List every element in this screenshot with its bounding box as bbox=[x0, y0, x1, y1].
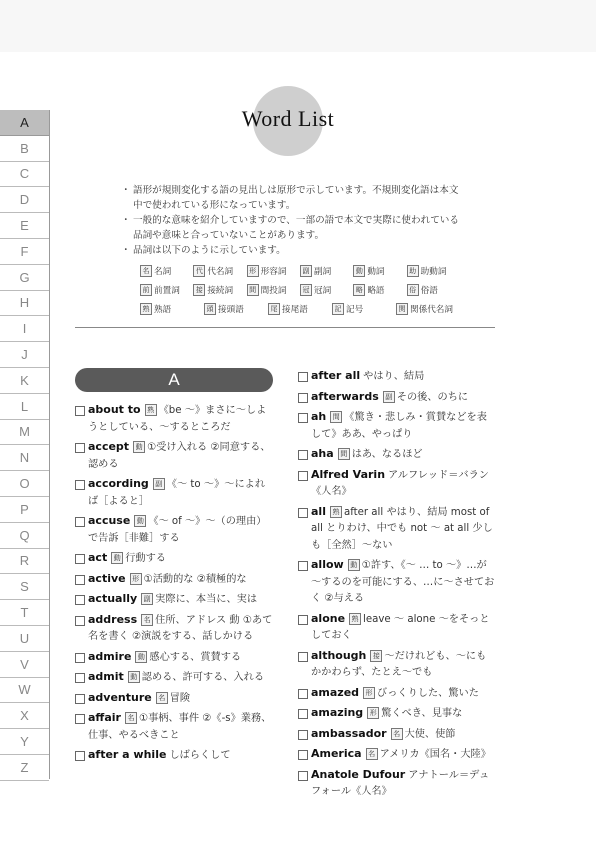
checkbox[interactable] bbox=[298, 730, 308, 740]
pos-label: 副詞 bbox=[313, 267, 332, 277]
headword: active bbox=[88, 571, 126, 585]
checkbox[interactable] bbox=[298, 750, 308, 760]
tab-w[interactable]: W bbox=[0, 678, 49, 704]
checkbox[interactable] bbox=[75, 554, 85, 564]
checkbox[interactable] bbox=[298, 450, 308, 460]
checkbox[interactable] bbox=[75, 673, 85, 683]
tab-b[interactable]: B bbox=[0, 136, 49, 162]
checkbox[interactable] bbox=[75, 443, 85, 453]
checkbox[interactable] bbox=[298, 615, 308, 625]
definition: 大使、使節 bbox=[404, 728, 456, 740]
pos-item bbox=[353, 265, 406, 277]
tab-f[interactable]: F bbox=[0, 239, 49, 265]
tab-t[interactable]: T bbox=[0, 600, 49, 626]
definition: やはり、結局 bbox=[363, 371, 425, 382]
headword: adventure bbox=[88, 690, 152, 704]
pos-box: 接 bbox=[193, 284, 205, 296]
headword: admire bbox=[88, 649, 132, 663]
index-tabs bbox=[0, 110, 49, 781]
tab-d[interactable]: D bbox=[0, 187, 49, 213]
headword: ambassador bbox=[311, 726, 387, 740]
pos-badge: 動 bbox=[111, 552, 123, 564]
headword: Anatole Dufour bbox=[311, 767, 406, 781]
word-entry bbox=[298, 368, 496, 386]
tab-a[interactable]: A bbox=[0, 110, 49, 136]
checkbox[interactable] bbox=[298, 471, 308, 481]
headword: ah bbox=[311, 410, 327, 423]
headword: amazed bbox=[311, 685, 360, 699]
headword: although bbox=[311, 648, 367, 662]
headword: affair bbox=[88, 711, 121, 724]
pos-label: 名詞 bbox=[154, 267, 172, 277]
pos-badge: 動 bbox=[134, 515, 146, 527]
headword: alone bbox=[311, 611, 346, 625]
definition: after all やはり、結局 most of all とりわけ、中でも not ～ at all 少しも［全然］～ない bbox=[311, 506, 493, 551]
checkbox[interactable] bbox=[75, 653, 85, 663]
pos-item bbox=[140, 265, 193, 277]
checkbox[interactable] bbox=[75, 616, 85, 626]
pos-label: 接頭語 bbox=[218, 305, 244, 315]
pos-label: 形容詞 bbox=[260, 267, 287, 277]
headword: actually bbox=[88, 592, 138, 605]
pos-box: 形 bbox=[247, 265, 259, 277]
pos-badge: 熟 bbox=[145, 404, 157, 416]
headword: accept bbox=[88, 440, 130, 453]
word-entry bbox=[75, 612, 273, 646]
word-entry bbox=[75, 669, 273, 687]
tab-j[interactable]: J bbox=[0, 342, 49, 368]
definition: 感心する、賞賛する bbox=[149, 651, 242, 663]
pos-item bbox=[332, 303, 396, 315]
word-entry bbox=[75, 690, 273, 708]
pos-badge: 名 bbox=[156, 692, 168, 704]
pos-badge: 動 bbox=[133, 441, 145, 453]
pos-label: 冠詞 bbox=[313, 286, 332, 296]
definition: ①事柄、事件 ②《-s》業務、仕事、やるべきこと bbox=[88, 713, 272, 741]
headword: aha bbox=[311, 447, 334, 460]
definition: 認める、許可する、入れる bbox=[141, 672, 265, 683]
definition: アナトール＝デュフォール《人名》 bbox=[311, 769, 490, 797]
pos-box: 代 bbox=[193, 265, 205, 277]
note-item: ・ 一般的な意味を紹介していますので、一部の語で本文で実際に使われている品詞や意味と合っていないことがあります。 bbox=[124, 213, 464, 243]
definition: ①活動的な ②積極的な bbox=[143, 573, 247, 585]
tab-k[interactable]: K bbox=[0, 368, 49, 394]
tab-i[interactable]: I bbox=[0, 316, 49, 342]
pos-label: 記号 bbox=[346, 305, 364, 315]
pos-box: 記 bbox=[332, 303, 344, 315]
definition: 住所、アドレス 動 ①あて名を書く ②演説をする、話しかける bbox=[88, 614, 273, 642]
right-column bbox=[298, 368, 496, 804]
pos-badge: 接 bbox=[370, 650, 382, 662]
pos-item bbox=[300, 265, 353, 277]
word-entry bbox=[298, 767, 496, 801]
word-entry bbox=[75, 550, 273, 568]
pos-row bbox=[140, 284, 460, 296]
pos-label: 略語 bbox=[367, 286, 385, 296]
tab-y[interactable]: Y bbox=[0, 729, 49, 755]
tab-c[interactable]: C bbox=[0, 162, 49, 188]
headword: accuse bbox=[88, 514, 131, 527]
headword: allow bbox=[311, 558, 344, 571]
pos-box: 助 bbox=[407, 265, 419, 277]
tab-s[interactable]: S bbox=[0, 574, 49, 600]
pos-box: 前 bbox=[140, 284, 152, 296]
word-entry bbox=[298, 446, 496, 464]
definition: はあ、なるほど bbox=[351, 449, 423, 460]
definition: 《～ of ～》～（の理由）で告訴［非難］する bbox=[88, 516, 267, 544]
pos-badge: 形 bbox=[130, 573, 142, 585]
pos-item bbox=[407, 265, 460, 277]
pos-label: 間投詞 bbox=[260, 286, 287, 296]
pos-badge: 熟 bbox=[349, 613, 361, 625]
tab-o[interactable]: O bbox=[0, 471, 49, 497]
word-entry bbox=[75, 571, 273, 589]
pos-label: 接続詞 bbox=[207, 286, 234, 296]
checkbox[interactable] bbox=[298, 652, 308, 662]
tab-p[interactable]: P bbox=[0, 497, 49, 523]
pos-box: 尾 bbox=[268, 303, 280, 315]
word-entry bbox=[75, 747, 273, 765]
definition: アメリカ《国名・大陸》 bbox=[379, 749, 491, 760]
definition: 驚くべき、見事な bbox=[381, 708, 463, 719]
tab-l[interactable]: L bbox=[0, 394, 49, 420]
checkbox[interactable] bbox=[75, 575, 85, 585]
pos-item bbox=[396, 303, 460, 315]
pos-box: 関 bbox=[396, 303, 408, 315]
word-entry bbox=[298, 685, 496, 703]
pos-item bbox=[140, 303, 204, 315]
word-entry bbox=[75, 439, 273, 473]
pos-badge: 副 bbox=[153, 478, 165, 490]
page-title: Word List bbox=[241, 106, 335, 131]
definition: 《be ～》まさに～しようとしている、～するところだ bbox=[88, 405, 267, 433]
pos-label: 前置詞 bbox=[154, 286, 180, 296]
definition: 実際に、本当に、実は bbox=[155, 594, 258, 605]
pos-badge: 熟 bbox=[330, 506, 342, 518]
pos-badge: 名 bbox=[125, 712, 137, 724]
word-entry bbox=[298, 389, 496, 407]
definition: 《～ to ～》～によれば［よると］ bbox=[88, 479, 265, 507]
pos-box: 間 bbox=[247, 284, 259, 296]
pos-item bbox=[353, 284, 406, 296]
tab-n[interactable]: N bbox=[0, 445, 49, 471]
pos-label: 助動詞 bbox=[420, 267, 447, 277]
pos-badge: 動 bbox=[128, 671, 140, 683]
pos-label: 接尾語 bbox=[282, 305, 308, 315]
tab-z[interactable]: Z bbox=[0, 755, 49, 781]
word-entry bbox=[298, 705, 496, 723]
word-entry bbox=[298, 557, 496, 608]
pos-badge: 間 bbox=[338, 448, 350, 460]
definition: ～だけれども、～にもかかわらず、たとえ～でも bbox=[311, 650, 487, 678]
checkbox[interactable] bbox=[75, 480, 85, 490]
tab-h[interactable]: H bbox=[0, 291, 49, 317]
definition: その後、のちに bbox=[396, 391, 469, 403]
definition: ①許す、《～ … to ～》…が～するのを可能にする、…に～させておく ②与える bbox=[311, 560, 495, 604]
word-entry bbox=[298, 648, 496, 682]
pos-item bbox=[407, 284, 460, 296]
tab-r[interactable]: R bbox=[0, 549, 49, 575]
headword: address bbox=[88, 612, 138, 626]
entry-list bbox=[75, 402, 273, 765]
pos-item bbox=[247, 265, 300, 277]
word-entry bbox=[298, 726, 496, 744]
pos-badge: 名 bbox=[391, 728, 403, 740]
checkbox[interactable] bbox=[75, 406, 85, 416]
definition: アルフレッド＝バラン《人名》 bbox=[311, 469, 489, 497]
headword: act bbox=[88, 551, 108, 564]
pos-badge: 動 bbox=[135, 651, 147, 663]
pos-item bbox=[193, 265, 246, 277]
tab-x[interactable]: X bbox=[0, 703, 49, 729]
pos-label: 関係代名詞 bbox=[410, 305, 453, 315]
tab-v[interactable]: V bbox=[0, 652, 49, 678]
pos-badge: 副 bbox=[141, 593, 153, 605]
left-column bbox=[75, 368, 273, 768]
pos-label: 俗語 bbox=[420, 286, 438, 296]
headword: amazing bbox=[311, 706, 364, 719]
word-entry bbox=[75, 710, 273, 744]
tab-q[interactable]: Q bbox=[0, 523, 49, 549]
divider bbox=[75, 327, 495, 328]
definition: びっくりした、驚いた bbox=[377, 687, 479, 699]
tab-u[interactable]: U bbox=[0, 626, 49, 652]
definition: 冒険 bbox=[169, 692, 191, 704]
pos-box: 略 bbox=[353, 284, 365, 296]
headword: about to bbox=[88, 403, 141, 416]
pos-badge: 形 bbox=[367, 707, 379, 719]
checkbox[interactable] bbox=[75, 694, 85, 704]
pos-badge: 名 bbox=[141, 614, 153, 626]
notes bbox=[124, 183, 464, 258]
tab-g[interactable]: G bbox=[0, 265, 49, 291]
checkbox[interactable] bbox=[298, 561, 308, 571]
pos-badge: 名 bbox=[366, 748, 378, 760]
checkbox[interactable] bbox=[75, 751, 85, 761]
checkbox[interactable] bbox=[298, 771, 308, 781]
headword: according bbox=[88, 477, 149, 490]
pos-label: 熟語 bbox=[154, 305, 172, 315]
section-header: A bbox=[75, 368, 273, 392]
tab-m[interactable]: M bbox=[0, 420, 49, 446]
pos-box: 名 bbox=[140, 265, 152, 277]
pos-box: 冠 bbox=[300, 284, 312, 296]
word-entry bbox=[75, 649, 273, 667]
pos-row bbox=[140, 303, 460, 315]
definition: leave ～ alone ～をそっとしておく bbox=[311, 613, 490, 641]
definition: しばらくして bbox=[169, 750, 231, 761]
pos-item bbox=[268, 303, 332, 315]
checkbox[interactable] bbox=[298, 508, 308, 518]
pos-item bbox=[193, 284, 246, 296]
pos-item bbox=[204, 303, 268, 315]
definition: ①受け入れる ②同意する、認める bbox=[88, 442, 271, 470]
tab-rail bbox=[49, 110, 50, 779]
word-entry bbox=[298, 409, 496, 443]
headword: admit bbox=[88, 670, 124, 683]
pos-legend bbox=[140, 265, 460, 322]
word-entry bbox=[298, 467, 496, 501]
headword: after all bbox=[311, 369, 361, 382]
checkbox[interactable] bbox=[75, 595, 85, 605]
note-item: ・ 品詞は以下のように示しています。 bbox=[124, 243, 464, 258]
pos-item bbox=[247, 284, 300, 296]
note-item: ・ 語形が規則変化する語の見出しは原形で示しています。不規則変化語は本文中で使われている形になっています。 bbox=[124, 183, 464, 213]
checkbox[interactable] bbox=[298, 413, 308, 423]
pos-badge: 副 bbox=[383, 391, 395, 403]
definition: 《驚き・悲しみ・賞賛などを表して》ああ、やっぱり bbox=[311, 412, 487, 440]
checkbox[interactable] bbox=[75, 714, 85, 724]
headword: America bbox=[311, 747, 362, 760]
headword: after a while bbox=[88, 748, 167, 761]
word-entry bbox=[75, 402, 273, 436]
word-entry bbox=[298, 504, 496, 555]
pos-badge: 間 bbox=[330, 411, 342, 423]
pos-badge: 動 bbox=[348, 559, 360, 571]
checkbox[interactable] bbox=[298, 709, 308, 719]
tab-e[interactable]: E bbox=[0, 213, 49, 239]
checkbox[interactable] bbox=[75, 517, 85, 527]
word-entry bbox=[75, 513, 273, 547]
entry-list bbox=[298, 368, 496, 801]
word-entry bbox=[75, 591, 273, 609]
pos-box: 熟 bbox=[140, 303, 152, 315]
word-entry bbox=[298, 611, 496, 645]
top-shade bbox=[0, 0, 596, 52]
headword: all bbox=[311, 504, 326, 518]
pos-box: 俗 bbox=[407, 284, 419, 296]
headword: Alfred Varin bbox=[311, 467, 386, 481]
pos-label: 動詞 bbox=[367, 267, 385, 277]
checkbox[interactable] bbox=[298, 393, 308, 403]
headword: afterwards bbox=[311, 389, 379, 403]
pos-label: 代名詞 bbox=[207, 267, 234, 277]
pos-box: 副 bbox=[300, 265, 312, 277]
definition: 行動する bbox=[125, 553, 166, 564]
pos-item bbox=[140, 284, 193, 296]
pos-row bbox=[140, 265, 460, 277]
pos-item bbox=[300, 284, 353, 296]
pos-badge: 形 bbox=[363, 687, 375, 699]
pos-box: 動 bbox=[353, 265, 365, 277]
word-entry bbox=[75, 476, 273, 510]
checkbox[interactable] bbox=[298, 689, 308, 699]
pos-box: 頭 bbox=[204, 303, 216, 315]
checkbox[interactable] bbox=[298, 372, 308, 382]
word-entry bbox=[298, 746, 496, 764]
